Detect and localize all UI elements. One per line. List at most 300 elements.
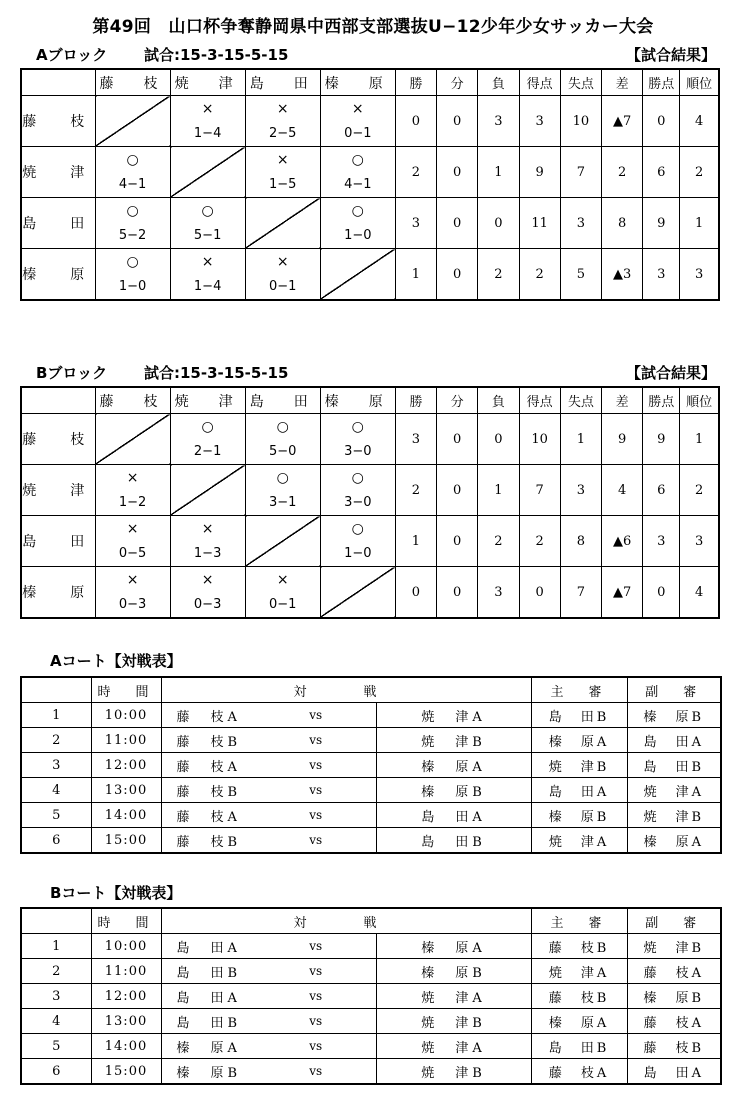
match-result-cell [95,147,170,198]
match-number: 2 [21,959,91,984]
match-score: 0−1 [268,597,297,612]
stat-cell: 1 [478,147,519,198]
team-name: 榛 原 [21,567,95,619]
match-time: 12:00 [91,984,161,1009]
assistant-referee: 榛 原B [627,703,721,728]
stat-cell: 3 [519,96,560,147]
result-mark: ○ [201,419,214,435]
schedule-row [21,728,721,753]
stat-cell: 1 [395,249,436,301]
stat-cell: ▲3 [602,249,643,301]
stat-cell: 6 [643,465,680,516]
match-score: 2−5 [268,126,297,141]
match-time: 11:00 [91,728,161,753]
assistant-referee-header: 副 審 [627,677,721,703]
match-result-cell [95,567,170,619]
team-row [21,96,719,147]
away-team: 榛 原A [376,934,531,959]
team-name: 焼 津 [21,147,95,198]
team-name: 藤 枝 [21,96,95,147]
stat-cell: 11 [519,198,560,249]
stat-cell: 2 [478,249,519,301]
result-mark: × [351,101,364,117]
stat-cell: 4 [602,465,643,516]
team-name: 焼 津 [21,465,95,516]
column-header: 分 [437,387,478,414]
away-team: 焼 津B [376,1059,531,1085]
stat-cell: 1 [478,465,519,516]
referee: 島 田B [531,703,627,728]
away-team: 榛 原B [376,778,531,803]
result-mark: × [276,152,289,168]
team-name: 藤 枝 [21,414,95,465]
result-mark: × [201,572,214,588]
match-score: 4−1 [118,177,147,192]
assistant-referee-header: 副 審 [627,908,721,934]
column-header: 勝点 [643,387,680,414]
stat-cell: 9 [519,147,560,198]
referee: 焼 津A [531,828,627,854]
stat-cell: 0 [643,96,680,147]
stat-cell: 0 [437,147,478,198]
referee: 藤 枝B [531,984,627,1009]
referee-header: 主 審 [531,908,627,934]
referee-header: 主 審 [531,677,627,703]
stat-cell: 0 [437,516,478,567]
stat-cell: 0 [643,567,680,619]
home-team: 藤 枝B [161,728,256,753]
stat-cell: 2 [478,516,519,567]
home-team: 榛 原B [161,1059,256,1085]
stat-cell: 1 [680,198,719,249]
schedule-row [21,1059,721,1085]
referee: 焼 津B [531,753,627,778]
home-team: 藤 枝A [161,803,256,828]
versus-label: vs [256,778,376,803]
home-team: 藤 枝B [161,778,256,803]
block-b-league-table [20,386,720,619]
stat-cell: 4 [680,567,719,619]
match-score: 1−0 [344,228,372,243]
assistant-referee: 島 田A [627,1059,721,1085]
team-row [21,414,719,465]
match-result-cell [170,198,245,249]
stat-cell: 2 [680,465,719,516]
away-team: 榛 原B [376,959,531,984]
court-b-title: Bコート【対戦表】 [50,884,182,902]
match-result-cell [320,198,395,249]
column-header: 失点 [560,387,601,414]
no-header [21,908,91,934]
match-number: 1 [21,934,91,959]
match-header: 対 戦 [161,908,531,934]
stat-cell: 1 [680,414,719,465]
home-team: 藤 枝B [161,828,256,854]
stat-cell: 3 [395,414,436,465]
match-number: 2 [21,728,91,753]
versus-label: vs [256,728,376,753]
match-number: 6 [21,1059,91,1085]
match-score: 1−4 [193,279,222,294]
versus-label: vs [256,934,376,959]
column-header: 勝 [395,387,436,414]
stat-cell: 0 [395,96,436,147]
match-result-cell [95,198,170,249]
stat-cell: 9 [643,198,680,249]
schedule-row [21,703,721,728]
self-match-diagonal [95,414,170,465]
stat-cell: 2 [680,147,719,198]
league-header-row [21,387,719,414]
column-header: 藤 枝 [95,69,170,96]
schedule-row [21,959,721,984]
schedule-row [21,803,721,828]
match-score: 1−0 [118,279,147,294]
result-mark: ○ [351,521,364,537]
match-score: 2−1 [193,444,222,459]
match-score: 0−1 [344,126,372,141]
match-result-cell [170,414,245,465]
block-b-result-label: 【試合結果】 [625,364,716,382]
schedule-row [21,778,721,803]
stat-cell: 3 [643,516,680,567]
referee: 藤 枝B [531,934,627,959]
match-time: 12:00 [91,753,161,778]
match-header: 対 戦 [161,677,531,703]
column-header: 榛 原 [320,69,395,96]
match-score: 1−2 [118,495,147,510]
result-mark: × [201,521,214,537]
match-score: 3−0 [344,444,372,459]
match-score: 5−1 [193,228,222,243]
result-mark: ○ [351,470,364,486]
self-match-diagonal [95,96,170,147]
stat-cell: 7 [560,567,601,619]
assistant-referee: 島 田A [627,728,721,753]
schedule-row [21,1009,721,1034]
time-header: 時 間 [91,677,161,703]
assistant-referee: 焼 津B [627,934,721,959]
versus-label: vs [256,1059,376,1085]
home-team: 島 田A [161,934,256,959]
result-mark: ○ [276,419,289,435]
result-mark: × [126,572,139,588]
column-header: 島 田 [245,69,320,96]
stat-cell: 3 [643,249,680,301]
no-header [21,677,91,703]
column-header: 榛 原 [320,387,395,414]
home-team: 藤 枝A [161,703,256,728]
column-header: 勝 [395,69,436,96]
home-team: 藤 枝A [161,753,256,778]
home-team: 島 田A [161,984,256,1009]
stat-cell: ▲7 [602,96,643,147]
match-result-cell [245,147,320,198]
match-number: 5 [21,1034,91,1059]
match-score: 0−5 [118,546,147,561]
stat-cell: 0 [478,198,519,249]
self-match-diagonal [170,465,245,516]
column-header: 失点 [560,69,601,96]
team-row [21,465,719,516]
block-a-name: Aブロック [36,46,108,64]
stat-cell: 2 [395,465,436,516]
stat-cell: 8 [560,516,601,567]
versus-label: vs [256,1009,376,1034]
away-team: 島 田B [376,828,531,854]
match-score: 1−0 [344,546,372,561]
schedule-header-row [21,677,721,703]
referee: 藤 枝A [531,1059,627,1085]
match-result-cell [320,465,395,516]
assistant-referee: 藤 枝A [627,959,721,984]
stat-cell: 7 [560,147,601,198]
stat-cell: 2 [395,147,436,198]
versus-label: vs [256,959,376,984]
versus-label: vs [256,703,376,728]
referee: 榛 原B [531,803,627,828]
match-number: 1 [21,703,91,728]
stat-cell: 3 [680,516,719,567]
self-match-diagonal [320,249,395,301]
team-name: 島 田 [21,198,95,249]
stat-cell: 0 [437,198,478,249]
versus-label: vs [256,803,376,828]
result-mark: ○ [126,152,139,168]
match-time: 13:00 [91,778,161,803]
stat-cell: 7 [519,465,560,516]
stat-cell: 2 [602,147,643,198]
referee: 焼 津A [531,959,627,984]
self-match-diagonal [170,147,245,198]
team-row [21,198,719,249]
column-header: 差 [602,69,643,96]
column-header: 藤 枝 [95,387,170,414]
versus-label: vs [256,828,376,854]
versus-label: vs [256,1034,376,1059]
match-score: 4−1 [344,177,372,192]
schedule-row [21,984,721,1009]
match-number: 3 [21,753,91,778]
match-score: 5−2 [118,228,147,243]
stat-cell: 4 [680,96,719,147]
stat-cell: 3 [395,198,436,249]
result-mark: ○ [126,203,139,219]
schedule-header-row [21,908,721,934]
block-a-result-label: 【試合結果】 [625,46,716,64]
result-mark: ○ [351,203,364,219]
match-result-cell [245,96,320,147]
column-header: 順位 [680,69,719,96]
away-team: 焼 津A [376,703,531,728]
match-result-cell [320,96,395,147]
team-row [21,516,719,567]
column-header: 島 田 [245,387,320,414]
column-header: 得点 [519,69,560,96]
column-header: 分 [437,69,478,96]
team-name: 榛 原 [21,249,95,301]
match-score: 5−0 [268,444,297,459]
assistant-referee: 藤 枝A [627,1009,721,1034]
stat-cell: 0 [519,567,560,619]
match-score: 3−1 [268,495,297,510]
match-time: 14:00 [91,803,161,828]
result-mark: ○ [276,470,289,486]
match-score: 3−0 [344,495,372,510]
home-team: 榛 原A [161,1034,256,1059]
referee: 島 田A [531,778,627,803]
match-time: 10:00 [91,934,161,959]
team-row [21,249,719,301]
match-result-cell [320,516,395,567]
schedule-row [21,753,721,778]
match-result-cell [95,465,170,516]
away-team: 焼 津A [376,984,531,1009]
stat-cell: ▲6 [602,516,643,567]
stat-cell: 0 [478,414,519,465]
corner-cell [21,69,95,96]
away-team: 焼 津A [376,1034,531,1059]
result-mark: ○ [201,203,214,219]
result-mark: ○ [351,152,364,168]
column-header: 順位 [680,387,719,414]
match-score: 0−3 [193,597,222,612]
referee: 榛 原A [531,728,627,753]
stat-cell: 0 [437,414,478,465]
stat-cell: 9 [643,414,680,465]
block-a-header [36,44,716,66]
match-time: 15:00 [91,1059,161,1085]
stat-cell: 10 [560,96,601,147]
result-mark: × [276,101,289,117]
self-match-diagonal [245,516,320,567]
stat-cell: 2 [519,249,560,301]
stat-cell: 5 [560,249,601,301]
block-a-league-table [20,68,720,301]
match-result-cell [170,96,245,147]
block-b-match-format: 試合:15-3-15-5-15 [144,364,289,382]
stat-cell: 3 [560,198,601,249]
stat-cell: 1 [395,516,436,567]
match-score: 1−4 [193,126,222,141]
stat-cell: ▲7 [602,567,643,619]
match-result-cell [170,249,245,301]
page-title: 第49回 山口杯争奪静岡県中西部支部選抜U−12少年少女サッカー大会 [92,17,654,37]
stat-cell: 0 [437,465,478,516]
match-score: 1−5 [268,177,297,192]
column-header: 焼 津 [170,387,245,414]
result-mark: × [126,470,139,486]
stat-cell: 3 [478,96,519,147]
match-time: 11:00 [91,959,161,984]
match-number: 4 [21,1009,91,1034]
match-result-cell [245,567,320,619]
stat-cell: 9 [602,414,643,465]
match-result-cell [170,567,245,619]
stat-cell: 2 [519,516,560,567]
self-match-diagonal [245,198,320,249]
team-row [21,567,719,619]
column-header: 差 [602,387,643,414]
team-row [21,147,719,198]
away-team: 島 田A [376,803,531,828]
match-result-cell [170,516,245,567]
versus-label: vs [256,753,376,778]
assistant-referee: 焼 津A [627,778,721,803]
match-score: 0−1 [268,279,297,294]
match-number: 4 [21,778,91,803]
column-header: 負 [478,387,519,414]
stat-cell: 0 [437,96,478,147]
schedule-row [21,934,721,959]
schedule-row [21,828,721,854]
match-score: 0−3 [118,597,147,612]
match-result-cell [320,147,395,198]
match-time: 15:00 [91,828,161,854]
assistant-referee: 藤 枝B [627,1034,721,1059]
stat-cell: 1 [560,414,601,465]
home-team: 島 田B [161,959,256,984]
result-mark: ○ [351,419,364,435]
match-number: 5 [21,803,91,828]
assistant-referee: 榛 原A [627,828,721,854]
match-result-cell [245,414,320,465]
self-match-diagonal [320,567,395,619]
match-time: 10:00 [91,703,161,728]
result-mark: × [276,254,289,270]
court-a-title: Aコート【対戦表】 [50,652,182,670]
stat-cell: 6 [643,147,680,198]
match-time: 14:00 [91,1034,161,1059]
away-team: 焼 津B [376,1009,531,1034]
column-header: 焼 津 [170,69,245,96]
corner-cell [21,387,95,414]
away-team: 榛 原A [376,753,531,778]
match-result-cell [320,414,395,465]
result-mark: × [201,101,214,117]
block-b-header [36,362,716,384]
match-score: 1−3 [193,546,222,561]
result-mark: × [126,521,139,537]
column-header: 負 [478,69,519,96]
stat-cell: 10 [519,414,560,465]
result-mark: × [276,572,289,588]
team-name: 島 田 [21,516,95,567]
away-team: 焼 津B [376,728,531,753]
assistant-referee: 榛 原B [627,984,721,1009]
home-team: 島 田B [161,1009,256,1034]
versus-label: vs [256,984,376,1009]
match-result-cell [95,516,170,567]
match-result-cell [95,249,170,301]
stat-cell: 0 [437,249,478,301]
league-header-row [21,69,719,96]
referee: 島 田B [531,1034,627,1059]
court-a-schedule-table [20,676,722,854]
stat-cell: 3 [680,249,719,301]
result-mark: × [201,254,214,270]
block-a-match-format: 試合:15-3-15-5-15 [144,46,289,64]
referee: 榛 原A [531,1009,627,1034]
time-header: 時 間 [91,908,161,934]
stat-cell: 0 [395,567,436,619]
match-number: 6 [21,828,91,854]
match-number: 3 [21,984,91,1009]
assistant-referee: 焼 津B [627,803,721,828]
column-header: 勝点 [643,69,680,96]
column-header: 得点 [519,387,560,414]
result-mark: ○ [126,254,139,270]
